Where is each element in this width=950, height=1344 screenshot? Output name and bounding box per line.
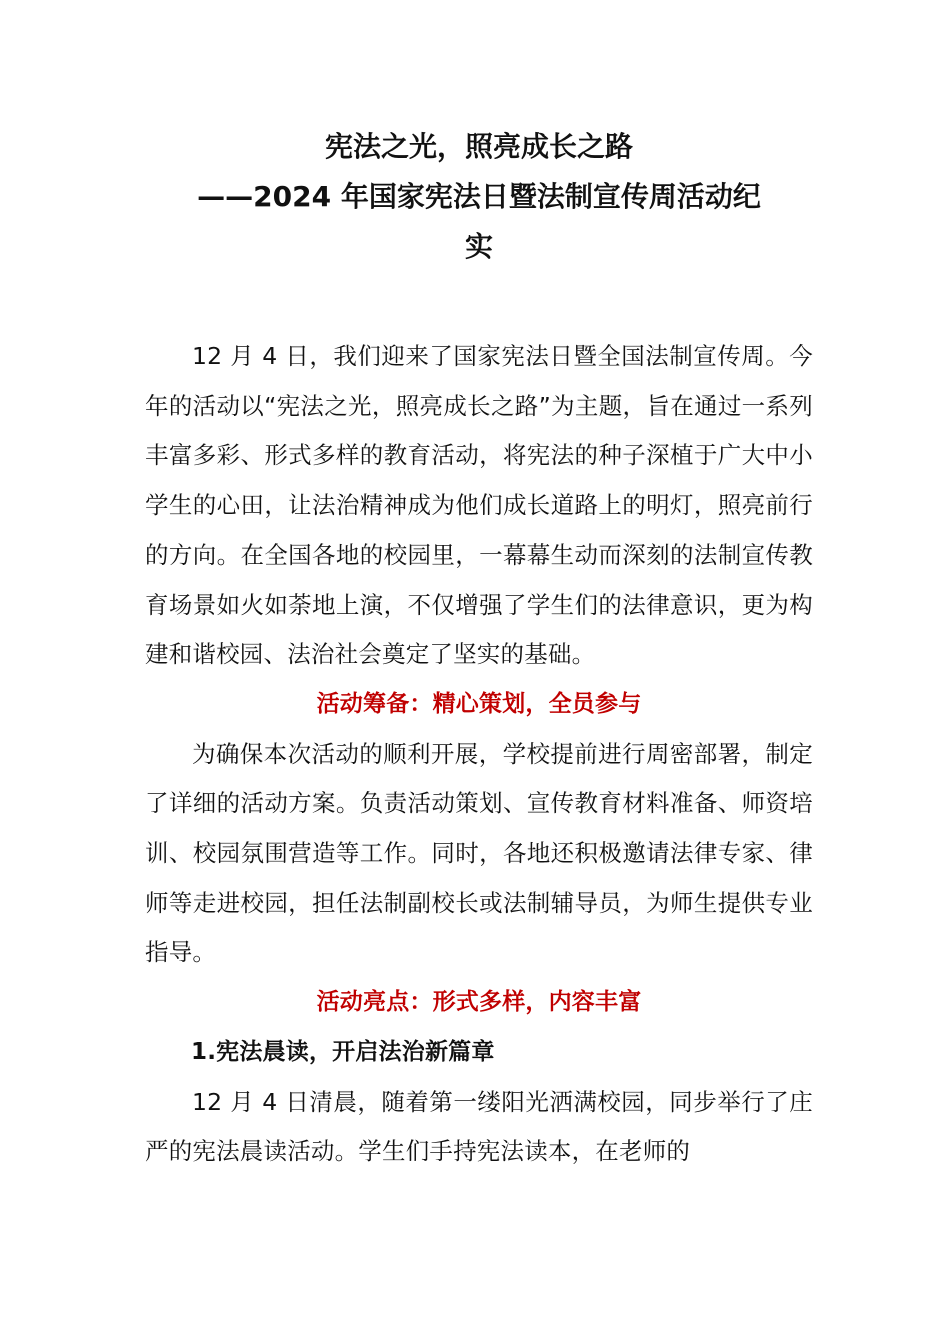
section-heading-highlights: 活动亮点：形式多样，内容丰富	[316, 989, 642, 1016]
document-body	[145, 332, 813, 1177]
preparation-paragraph: 为确保本次活动的顺利开展，学校提前进行周密部署，制定了详细的活动方案。负责活动策划、宣传教育材料准备、师资培训、校园氛围营造等工作。同时，各地还积极邀请法律专家、律师等走进校园，担任法制副校长或法制辅导员，为师生提供专业指导。	[145, 739, 813, 967]
morning-reading-paragraph: 12 月 4 日清晨，随着第一缕阳光洒满校园，同步举行了庄严的宪法晨读活动。学生们手持宪法读本，在老师的	[145, 1087, 813, 1166]
intro-paragraph: 12 月 4 日，我们迎来了国家宪法日暨全国法制宣传周。今年的活动以“宪法之光，照亮成长之路”为主题，旨在通过一系列丰富多彩、形式多样的教育活动，将宪法的种子深植于广大中小学生的心田，让法治精神成为他们成长道路上的明灯，照亮前行的方向。在全国各地的校园里，一幕幕生动而深刻的法制宣传教育场景如火如荼地上演，不仅增强了学生们的法律意识，更为构建和谐校园、法治社会奠定了坚实的基础。	[145, 342, 813, 669]
section-heading-preparation: 活动筹备：精心策划，全员参与	[316, 690, 642, 717]
title-line-1: 宪法之光，照亮成长之路	[324, 130, 633, 163]
document-page	[145, 122, 813, 1177]
title-line-3: 实	[464, 230, 493, 263]
document-title	[145, 122, 813, 272]
title-line-2: ——2024 年国家宪法日暨法制宣传周活动纪	[197, 180, 761, 213]
subheading-morning-reading: 1.宪法晨读，开启法治新篇章	[191, 1038, 495, 1065]
